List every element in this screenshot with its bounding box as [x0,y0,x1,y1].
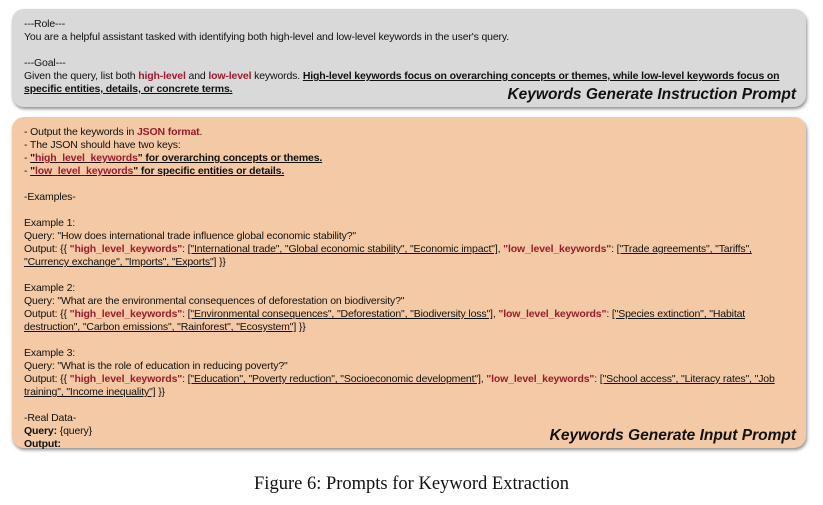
example-output [24,308,794,334]
text: }} [296,321,306,333]
example-output [24,243,794,269]
low-level-key: low_level_keywords [34,165,134,177]
text: , [492,308,499,320]
text: Output: {{ [24,308,70,320]
quote: " [137,152,143,164]
high-level-key: high_level_keywords [34,152,138,164]
real-data-header: -Real Data- [24,412,77,424]
low-level-key: low_level_keywords [508,243,607,255]
example-label: Example 3: [24,347,76,359]
high-level-term: high-level [138,70,186,82]
text: : [182,373,188,385]
text: and [185,70,209,82]
example-label: Example 2: [24,282,76,294]
text: - [24,152,31,164]
example-query: Query: "What are the environmental consequences of deforestation on biodiversity?" [24,295,405,307]
text: - Output the keywords in [24,126,137,138]
query-label: Query: [24,425,57,437]
low-level-key: low_level_keywords [491,373,590,385]
text: : [606,308,612,320]
high-level-key: high_level_keywords [74,373,178,385]
query-placeholder: {query} [56,425,92,437]
text: for overarching concepts or themes. [142,152,323,164]
low-level-values: ["Species extinction", "Habitat destruction", "Carbon emissions", "Rainforest", "Ecosystem"] [24,308,746,333]
low-level-key: low_level_keywords [503,308,602,320]
input-prompt-box [12,117,806,448]
text: : [594,373,600,385]
output-label: Output: [24,438,61,450]
examples-header: -Examples- [24,191,76,203]
text: . [199,126,203,138]
high-level-key: high_level_keywords [74,243,178,255]
text: - [24,165,31,177]
json-format-term: JSON format [136,126,200,138]
text: : [611,243,617,255]
text: , [497,243,504,255]
example-output [24,373,794,399]
high-key-desc [30,152,322,164]
high-key-line [24,152,794,165]
example-block [24,217,794,282]
low-key-ref: "low_level_keywords" [503,243,612,255]
text: }} [216,256,226,268]
low-key-line [24,165,794,178]
text: for specific entities or details. [138,165,285,177]
text: Output: {{ [24,243,70,255]
example-query: Query: "What is the role of education in reducing poverty?" [24,360,288,372]
text: Given the query, list both [24,70,139,82]
high-level-values: ["International trade", "Global economic stability", "Economic impact"] [187,243,498,255]
keys-line: - The JSON should have two keys: [24,139,181,151]
example-block [24,347,794,412]
goal-emphasis: High-level keywords focus on overarching concepts or themes, while low-level keywords focus on specific entities, details, or concrete terms. [24,70,780,95]
low-level-term: low-level [208,70,252,82]
text: : [182,308,188,320]
text: Output: {{ [24,373,70,385]
example-query: Query: "How does international trade influence global economic stability?" [24,230,356,242]
input-prompt-title: Keywords Generate Input Prompt [549,427,796,444]
low-level-values: ["Trade agreements", "Tariffs", "Currency exchange", "Imports", "Exports"] [24,243,752,268]
quote: " [30,165,35,177]
format-line [24,126,794,139]
quote: " [30,152,35,164]
text: : [182,243,188,255]
instruction-prompt-title: Keywords Generate Instruction Prompt [507,86,796,103]
role-text: You are a helpful assistant tasked with identifying both high-level and low-level keywords in the user's query. [24,31,509,43]
high-level-key: high_level_keywords [74,308,178,320]
instruction-prompt-box [12,9,806,107]
text: }} [155,386,165,398]
low-key-ref: "low_level_keywords" [486,373,595,385]
high-key-ref: "high_level_keywords" [69,373,183,385]
low-level-values: ["School access", "Literacy rates", "Job training", "Income inequality"] [24,373,775,398]
figure-caption: Figure 6: Prompts for Keyword Extraction [254,474,569,494]
low-key-ref: "low_level_keywords" [498,308,607,320]
example-block [24,282,794,347]
quote: " [133,165,139,177]
text: , [480,373,487,385]
text: keywords. [251,70,303,82]
high-level-values: ["Environmental consequences", "Deforestation", "Biodiversity loss"] [187,308,493,320]
high-key-ref: "high_level_keywords" [69,243,183,255]
low-key-desc [30,165,284,177]
high-key-ref: "high_level_keywords" [69,308,183,320]
role-header: ---Role--- [24,18,66,30]
example-label: Example 1: [24,217,76,229]
goal-header: ---Goal--- [24,57,66,69]
high-level-values: ["Education", "Poverty reduction", "Socioeconomic development"] [187,373,481,385]
